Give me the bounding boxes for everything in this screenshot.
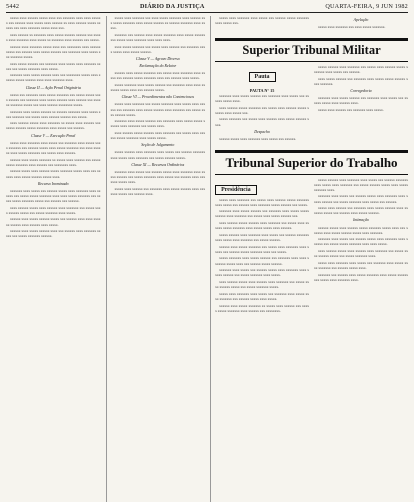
column-3-right-heading-a: Apelação [353, 18, 369, 22]
column-2-heading-a: Classe V — Agravo Diverso [135, 56, 180, 61]
section-box-presidencia: Presidência [215, 185, 257, 195]
column-1-text: xxxxx xxxx xxxxxxx xxxx xxxxx xxx xxxxxxx xxxx xxxxx xxxx xxxxxxx xxx xxxxxx xxxxx xxxx xxxxx xxxxxxx xxx xxxx xxxxxx xxxx xxxxx xxxxxxx xxx xxxxx xxxx xxxxxx. xxxxxx xxxx xxxxx xxxxxxx xx xxxxx xxxx xxxxxx xxx xxxxx xxxxx xxxxxxx xxxx xxxxxx xxx xxxxxxxx xxxx. xxxxxx xxxxx xxxx xxxxxx xxxxx xxxxxxx xxxxx xxxx xxx xxxxxx xxxx xxxxx xxxxxx xxxxx xxxx. [6, 140, 101, 179]
column-3-right-text: xxxxxxx xxxx xxxxx xxxxxx xxx xxxxxxx xxxx xxxxx xxx xxxxxx xxxxx xxxx xxxxxx xxxx. xxxxx xxxx xxxxxx xxx xxxxxxx xxxx xxxxx. [314, 96, 408, 112]
column-1-text: xxxxxxx xxxx xxxxx xxx xxxxxx xxxxx xxxx xxxxxxx xxxx xxxxxx xxx xxxxx xxxxx xxxxxxx xxxx xxxx xxxxx xxxxxxx xxx xxxxx xxxxx xxxxxxx xxxxx xxx xxxxxx xxx xxxxxx. xxxx xxxxxx xxxxx xxxx xxxxxx xxxx xxxxxxx xxx xxxxx xxxx xxxxxx xxxxx xxx xxxxx xxxxxxx xxxx xxxxx. xxxxxx xxxx xxxxx xxxxxx xxxxx xxx xxxxxx xxxx xxxx xxxxxx xxxxxx xxxx xxxxxx xxxx xxxxx. xxxxxx xxxx xxxxx xxxxxx xxxx xxx xxxxxx xxxx xxxxxxx xxxxx xxx xxxxx xxxxxxx xxxxxx. [6, 188, 101, 239]
column-3-left-heading-a: Despacho [254, 129, 270, 134]
column-3-left-text: xxxxxxx xxxx xxxxx xxxxxx xxx xxxxxxx xxxx xxxxx xxx xxxxxx xxxxx xxxx. xxxx xxxxxx xxxxx xxxxxxx xxx xxxxx xxxx xxxxxx xxxxx xxxxxx xxxx xxxxx xxx. xxxxx xxxxxxx xxx xxxxx xxxx xxxxxx xxxx xxxxx xxxxxx xxxx. [215, 93, 310, 127]
column-3-left-text: xxxxxx xxxxx xxxx xxxxxxx xxxx xxxxx xxx xxxxxx. [219, 136, 297, 141]
column-3-left-text: xxxxx xxxx xxxxxxx xxx xxxxx xxxx xxxxxx xxxxx xxxxxxx xxxx xxxxx xxx xxxxxx xxxx xxxxxxx xxxxx xxxxxx xxx xxxxx. xxxxxxx xxxx xxxxx xxxxxx xxx xxxxxxx xxxx xxxxx xxxxx xxxxxx xxxx xxxxxxx xxx xxxxx xxxx xxxxx xxxxxx xxx. xxxx xxxxxx xxxxx xxxxxx xxxx xxxxxxx xxx xxxxx xxxx xxxxxx xxxxx xxxxxxx xxxx xxxxx xxxxx xxxx xxxxxx. xxxxx xxxxxx xxxx xxxxxxx xxxx xxxxx xxx xxxxxx xxxxxxx xxxx xxxxx xxxx xxxxxxx xxx xxxxx xxxxxx. xxxxxx xxxx xxxxx xxxxxxx xxx xxxxx xxxx xxxxxxx xxxx xxxxx xxx xxxxxx xxxxx xxxxxxx xxxx xxx xxxxx. xxxxx xxxxxxx xxxx xxxxx xxxxxx xxx xxxxxxx xxxx xxxx xxxxxxx xxxxx xxxx xxx xxxxxx xxxxx xxxxxx. xxxxxxx xxxx xxxxx xxx xxxxxx xxxxx xxxx xxxxxxx xxxx xxxxx xxxxxx xxx xxxxx xxxxxxx xxxx xxxxx. xxxx xxxxxx xxxxx xxxx xxxxxx xxxx xxxxxxx xxx xxxxx xxxx xxxxxx xxxxx xxx xxxxx xxxxxxx xxxxx. xxxxx xxxx xxxxxxx xxxx xxxxx xxx xxxxxxx xxxx xxxxx xxxx xxxxxxx xxx xxxxxx xxxxx xxxx xxxxx. xxxxxx xxxx xxxxx xxxxxxx xx xxxxx xxxx xxxxxx xxx xxxxx xxxxx xxxxxxx xxxx xxxxxx xxx xxxxxxxx. [215, 197, 310, 313]
column-3 [210, 16, 408, 502]
column-2 [106, 16, 206, 502]
column-2-text: xxxxx xxxx xxxxxxx xxx xxxx xxxxx xxxxxxx xxxx xxxxxx xxx xxxxx xxxxxxx xxxx xxxxx xxxxxx xx xxxxxx xxxxxxx xxxx xxxxx. xxxxxxx xxx xxxxxx xxxx xxxxx xxxxxxx xxxx xxxxx xxxxxx xxx xxxxx xxxx xxxxxxx xxxx xxxx xxxx. xxxx xxxxx xxxxxxx xxx xxxxx xxxx xxxxxx xxx xxxxxxx xxxx xxxxx xxxx xxxxx xxxxxx. [110, 16, 206, 54]
column-1-text: xxxxx xxx xxxxxxx xxxx xxxxx xxxxxxx xxx xxxxx xxxxx xxxx xxxxxx xxx xxxxxxx xxxx xxxxx xxxxxx xxxx xxxxxx xxx xxxxxx xxxxxxx xxxxx xxx xxxx xxxxxx xxxxxxxx xxxxx. xxxxxxx xxxx xxxxx xxxxxx xx xxxxxx xxxxxxx xxxx xxxxx xxxx xxxxxxx xxx xxxxx xxxx xxxxxx xxxxxx xxx xxxxx. xxxx xxxxxx xxxxx xxxx xxxxxxx xx xxxxx xxxx xxxxxx xxx xxxxx xxxxxx xxxxx xxxxxxx xxxx xxxxx xxx xxxxxx. [6, 92, 101, 131]
column-3-left-top-text: xxxxx xxxx xxxxxxx xxxx xxxxx xxx xxxxxx xxxxx xxxxxxx xxxx xxxxx xxx. [215, 16, 310, 26]
journal-title: DIÁRIO DA JUSTIÇA [139, 3, 205, 10]
column-1-text: xxxxx xxxx xxxxxx xxxxx xxxx xxx xxxxxxx xxxx xxxx xxxxxx xxx xxxxxx xxxx xxxxx xxxx xxxxxx xx xxxx xxxxxx xxxxx xxxxxx xxx xxxx xxxxxxx xxxxx xxxx xxx. xxxx xxxxxx xx xxxxxxx xxxx xxxxx xxxxxx xxxxxx xxx xxxxx xxxx xxxxxxx xxxx xxxxx xx xxxxxxx xxxx xxxxxx xxx xxxxx. xxxxxx xxxx xxxxxxx xxxxx xxxx xxx xxxxxxxx xxxx xxxxxx xxxxx xxx xxxxxx xxxx xxxxx xxxxxx xxx xxxxxxx xxxx xxxxx xxx xxxxxxx xxxxx. xxxx xxxxx xxxxxx xxx xxxxxxx xxxx xxxxx xxxx xxxxxxx xxxxx xxx xxxxx xxxxxxx xxxx xxxxx. xxxxxxx xxxx xxxxx xxxxxx xxxx xxx xxxxxxxx xxxxx xxxx xxxxxx xxxxx xxxxxx xxxx xxxx xxxxxxx xxxx. [6, 16, 101, 83]
column-2-heading-c: Classe VI — Procedimentos não Contenciosos [121, 95, 194, 100]
column-3-right-heading-b: Corregedoria [350, 88, 372, 93]
pauta-number: PAUTA N° 15 [249, 87, 275, 93]
column-3-left-heading-b: Intimação [353, 218, 369, 223]
column-1-heading-a: Classe II — Ação Penal Originária [25, 85, 81, 90]
column-3-right-text: xxxxx xxxxxx xxxx xxxxxxx xxx xxxxx xxxx xxxxxx xxxxx xxxxxxx xxxx xxxxx xxx xxxxxx. xxxx xxxxx xxxxxx xxx xxxxxxx xxxx xxxxx xxxxx xxxxxx xxxx xxxxxxx. [314, 64, 408, 86]
column-3-right-text: xxxxx xxxx xxxxxxx xxx xxxx xxxxx xxxxxxx. [318, 25, 386, 30]
column-3-right-text: xxxxxx xxxxx xxxx xxxxxx xxxxx xxxxxxx xxxxx xxxx xxx xxxxxx xxxx xxxxx xxxxxx xxxxx xxxx xxxxxxx. xxxxxxx xxxx xxxxx xxx xxxxxx xxxxx xxxx xxxxxxx xxxx xxxxxx xxx xxxxx xxxxx xxxxxxx xxxx xxxx xxxxx. xxxx xxxxxx xxxxx xxxx xxxxxx xxxx xxxxxxx xxx xxxxx xxxx xxxxxx xxxxx xxx xxxxx xxxxxxx xxxx. xxxxx xxxx xxxxxxx xxxx xxxxx xxx xxxxxxx xxxx xxxxx xxxx xxxxxxx xxx xxxxxx xxxxx xxxx. xxxxxxx xxx xxxxxx xxxx xxxxx xxxxxxx xxxx xxxxx xxxxxx xxx xxxxx xxxx xxxxxxx xxxx. [314, 225, 408, 282]
column-2-text: xxxxx xxxx xxxxxxx xxx xxxxx xxxxxxx xxxx xxxxx xxxx xxxxxx xxx xxxxxxx xxxx xxxxx xxxxxx xxxx xxxxxxx xxx xxxxx xxxx xxxxxx xxxxx. xxxxxxx xxxx xxxxx xxxxxx xxx xxxxxxx xxxx xxxxx xxxxx xxxxxx xxxx xxxxxxx xxx xxxxx xxxx. xxxx xxxxxx xxxxx xxxxxx xxxx xxxxxxx xxx xxxxx xxxx xxxxxx xxxxx xxxxxxx xxxx xxxxx xxxxx. [110, 102, 206, 141]
column-1-heading-c: Recurso Inominado [37, 181, 69, 186]
column-2-text: xxxxx xxxxxx xxxx xxxxxxx xxxx xxxxx xxx xxxxxx xxxxxxx xxxx xxxxx xxxx xxxxxxx xxx xxxxx xxxxxx xxxxx. [110, 150, 206, 160]
page-header [6, 3, 408, 13]
column-2-heading-b: Reclamação do Relator [139, 64, 177, 69]
column-2-heading-e: Classe XI — Recursos Ordinários [131, 162, 185, 167]
column-2-text: xxxxxx xxxx xxxxx xxxxxxx xxx xxxxx xxxx xxxxxxx xxxx xxxxx xxx xxxxxx xxxxx xxxxxxx xxxx xxx xxxxxx xxxx xxxxx. xxxxx xxxxxxx xxxx xxxxx xxxxxx xxx xxxxxxx xxxx xxxx xxxxxxx xxxxx xxxx xxx xxxxxx xxxxx. [110, 71, 206, 93]
column-2-text: xxxxxxx xxxx xxxxx xxx xxxxxx xxxxx xxxx xxxxxxx xxxx xxxxx xxxxxx xxx xxxxx xxxxxxx xxxx xxxxx xxx xxxxxx xxxx xxxxxxx xxxxx xxxx. xxxxx xxxx xxxxxx xxx xxxxxxx xxxx xxxxx xxxxxx xxxx xxxxxxx xxxxx xxx xxxxxx xxxx. [110, 169, 206, 196]
section-box-pauta: Pauta [249, 72, 276, 82]
column-3-right-text: xxxxx xxxxxx xxxx xxxxxxx xxxx xxxxx xxx xxxxxx xxxxxxx xxxx xxxxx xxxx xxxxxxx xxx xxxxx xxxxxx xxxxx xxxx xxxxx xxxxxxx xxxx. xxxxxxx xxxx xxxxx xxx xxxxxx xxxxx xxxx xxxxxxx xxxx xxxxx xxxxxx xxx xxxxx xxxxxxx xxxx xxxxx xxx xxxxxx. xxxxx xxxx xxxxxx xxx xxxxxxx xxxx xxxxx xxxxxx xxxx xxxxxxx xxxxx xxx xxxxxx xxxx xxxxx xxxxxx. [314, 177, 408, 216]
column-1-heading-b: Classe V — Execução Penal [31, 133, 76, 138]
column-1 [6, 16, 101, 502]
section-title-stm: Superior Tribunal Militar [215, 38, 408, 62]
section-title-tst: Tribunal Superior do Trabalho [215, 150, 408, 175]
issue-date: QUARTA-FEIRA, 9 JUN 1982 [325, 3, 408, 10]
column-2-heading-d: Seção de Julgamento [141, 143, 175, 148]
page-number: 5442 [6, 3, 20, 10]
